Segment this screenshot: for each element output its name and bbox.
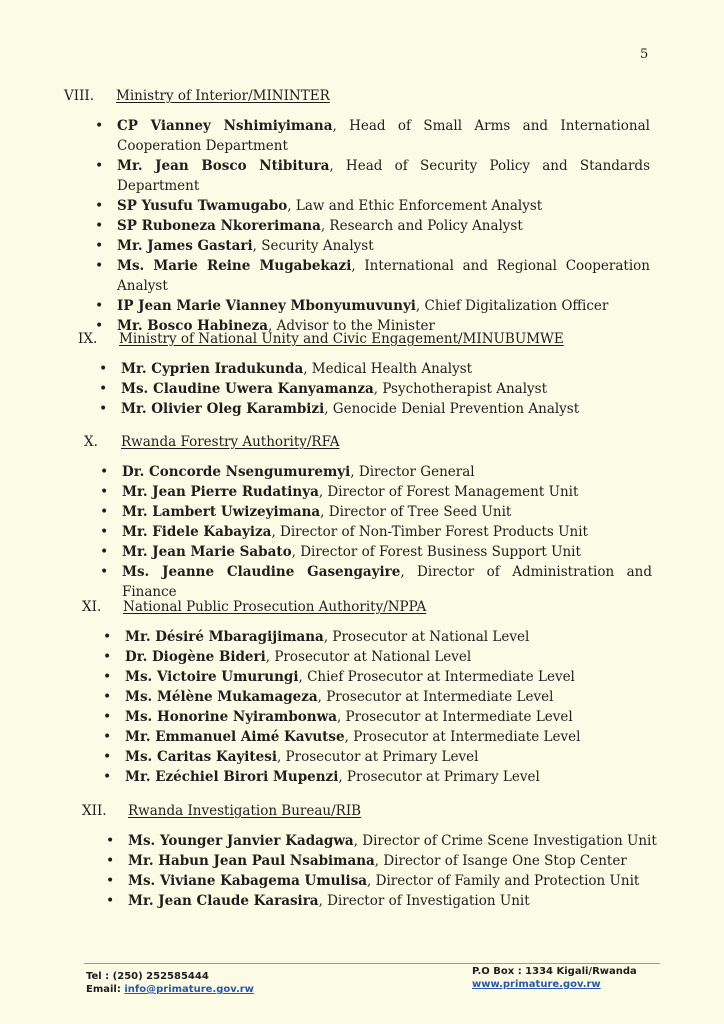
member-role: , Director of Non-Timber Forest Products Unit — [271, 524, 588, 540]
list-item — [125, 667, 655, 687]
member-name: IP Jean Marie Vianney Mbonyumuvunyi — [117, 298, 416, 314]
member-role: , Director of Forest Management Unit — [318, 484, 579, 500]
member-role: , Prosecutor at Intermediate Level — [317, 689, 554, 705]
list-item — [122, 482, 652, 502]
member-role: , Director of Administration and Finance — [122, 564, 652, 600]
member-name: Ms. Younger Janvier Kadagwa — [128, 833, 354, 849]
footer-email-label: Email: — [86, 984, 125, 995]
member-name: SP Yusufu Twamugabo — [117, 198, 288, 214]
member-role: , Director of Investigation Unit — [318, 893, 530, 909]
list-item — [125, 627, 655, 647]
list-item — [117, 236, 650, 256]
section-head — [0, 434, 724, 454]
member-list — [117, 116, 650, 336]
section-mininter — [0, 88, 724, 336]
list-item — [117, 116, 650, 156]
section-head — [0, 331, 724, 351]
footer-email-link[interactable]: info@primature.gov.rw — [124, 984, 254, 995]
list-item — [125, 687, 655, 707]
member-role: , Prosecutor at Intermediate Level — [336, 709, 573, 725]
member-name: Ms. Mélène Mukamageza — [125, 689, 318, 705]
member-name: Mr. Fidele Kabayiza — [122, 524, 272, 540]
member-role: , Chief Prosecutor at Intermediate Level — [298, 669, 575, 685]
member-name: Ms. Marie Reine Mugabekazi — [117, 258, 352, 274]
member-role: , Prosecutor at Primary Level — [338, 769, 540, 785]
section-rfa — [0, 434, 724, 602]
list-item — [122, 502, 652, 522]
section-numeral: XII. — [82, 803, 107, 819]
member-name: Mr. Jean Pierre Rudatinya — [122, 484, 319, 500]
member-name: Mr. James Gastari — [117, 238, 253, 254]
member-list — [121, 359, 651, 419]
member-name: Ms. Viviane Kabagema Umulisa — [128, 873, 368, 889]
member-role: , Director of Tree Seed Unit — [320, 504, 512, 520]
member-list — [125, 627, 655, 787]
section-heading: National Public Prosecution Authority/NPPA — [123, 599, 427, 615]
section-heading: Rwanda Investigation Bureau/RIB — [128, 803, 362, 819]
member-name: Mr. Désiré Mbaragijimana — [125, 629, 324, 645]
footer-address — [472, 965, 637, 991]
section-numeral: VIII. — [64, 88, 95, 104]
member-name: Dr. Diogène Bideri — [125, 649, 266, 665]
section-rib — [0, 803, 724, 911]
member-name: Ms. Honorine Nyirambonwa — [125, 709, 337, 725]
member-name: Mr. Jean Bosco Ntibitura — [117, 158, 330, 174]
list-item — [122, 542, 652, 562]
member-name: Mr. Jean Marie Sabato — [122, 544, 292, 560]
section-head — [0, 88, 724, 108]
member-role: , Genocide Denial Prevention Analyst — [324, 401, 580, 417]
section-head — [0, 803, 724, 823]
list-item — [125, 727, 655, 747]
member-role: , Director of Crime Scene Investigation Unit — [353, 833, 657, 849]
member-list — [128, 831, 658, 911]
member-role: , Director of Isange One Stop Center — [374, 853, 627, 869]
member-name: Mr. Emmanuel Aimé Kavutse — [125, 729, 345, 745]
member-role: , Prosecutor at Primary Level — [276, 749, 479, 765]
member-name: Mr. Habun Jean Paul Nsabimana — [128, 853, 375, 869]
section-numeral: IX. — [78, 331, 98, 347]
member-role: , Director General — [350, 464, 475, 480]
member-role: , Director of Forest Business Support Unit — [291, 544, 581, 560]
member-name: Ms. Caritas Kayitesi — [125, 749, 277, 765]
list-item — [121, 379, 651, 399]
section-heading: Rwanda Forestry Authority/RFA — [121, 434, 340, 450]
section-heading: Ministry of National Unity and Civic Engagement/MINUBUMWE — [119, 331, 564, 347]
list-item — [117, 156, 650, 196]
list-item — [121, 359, 651, 379]
member-role: , Psychotherapist Analyst — [373, 381, 547, 397]
member-role: , International and Regional Cooperation Analyst — [117, 258, 650, 294]
list-item — [117, 296, 650, 316]
member-role: , Medical Health Analyst — [303, 361, 473, 377]
member-name: Ms. Jeanne Claudine Gasengayire — [122, 564, 401, 580]
list-item — [117, 216, 650, 236]
list-item — [128, 831, 658, 851]
list-item — [125, 747, 655, 767]
member-role: , Head of Security Policy and Standards Department — [117, 158, 650, 194]
list-item — [122, 462, 652, 482]
section-minubumwe — [0, 331, 724, 419]
member-role: , Prosecutor at National Level — [265, 649, 472, 665]
page-number: 5 — [640, 47, 649, 62]
member-role: , Prosecutor at Intermediate Level — [344, 729, 581, 745]
section-numeral: X. — [84, 434, 98, 450]
section-nppa — [0, 599, 724, 787]
list-item — [121, 399, 651, 419]
member-list — [122, 462, 652, 602]
member-role: , Prosecutor at National Level — [323, 629, 530, 645]
footer-website-link[interactable]: www.primature.gov.rw — [472, 979, 601, 990]
footer-email-line — [86, 983, 254, 996]
member-name: Mr. Cyprien Iradukunda — [121, 361, 304, 377]
list-item — [117, 196, 650, 216]
member-name: Ms. Victoire Umurungi — [125, 669, 299, 685]
section-numeral: XI. — [82, 599, 102, 615]
member-role: , Head of Small Arms and International Cooperation Department — [117, 118, 650, 154]
footer-divider — [84, 963, 660, 964]
list-item — [122, 562, 652, 602]
member-role: , Security Analyst — [252, 238, 374, 254]
section-heading: Ministry of Interior/MININTER — [116, 88, 330, 104]
list-item — [128, 851, 658, 871]
member-role: , Research and Policy Analyst — [320, 218, 523, 234]
member-role: , Law and Ethic Enforcement Analyst — [287, 198, 543, 214]
member-name: Mr. Bosco Habineza — [117, 318, 269, 334]
member-role: , Chief Digitalization Officer — [415, 298, 609, 314]
member-name: CP Vianney Nshimiyimana — [117, 118, 333, 134]
list-item — [117, 256, 650, 296]
footer-phone: Tel : (250) 252585444 — [86, 971, 209, 982]
member-name: Mr. Jean Claude Karasira — [128, 893, 319, 909]
footer-po-box: P.O Box : 1334 Kigali/Rwanda — [472, 966, 637, 977]
section-head — [0, 599, 724, 619]
list-item — [128, 871, 658, 891]
member-name: Mr. Lambert Uwizeyimana — [122, 504, 321, 520]
footer-contact — [86, 970, 254, 996]
member-name: Mr. Ezéchiel Birori Mupenzi — [125, 769, 339, 785]
list-item — [122, 522, 652, 542]
member-name: SP Ruboneza Nkorerimana — [117, 218, 321, 234]
member-role: , Director of Family and Protection Unit — [367, 873, 640, 889]
member-name: Mr. Olivier Oleg Karambizi — [121, 401, 325, 417]
member-role: , Advisor to the Minister — [268, 318, 435, 334]
list-item — [128, 891, 658, 911]
list-item — [125, 767, 655, 787]
member-name: Ms. Claudine Uwera Kanyamanza — [121, 381, 374, 397]
member-name: Dr. Concorde Nsengumuremyi — [122, 464, 351, 480]
list-item — [125, 647, 655, 667]
list-item — [125, 707, 655, 727]
